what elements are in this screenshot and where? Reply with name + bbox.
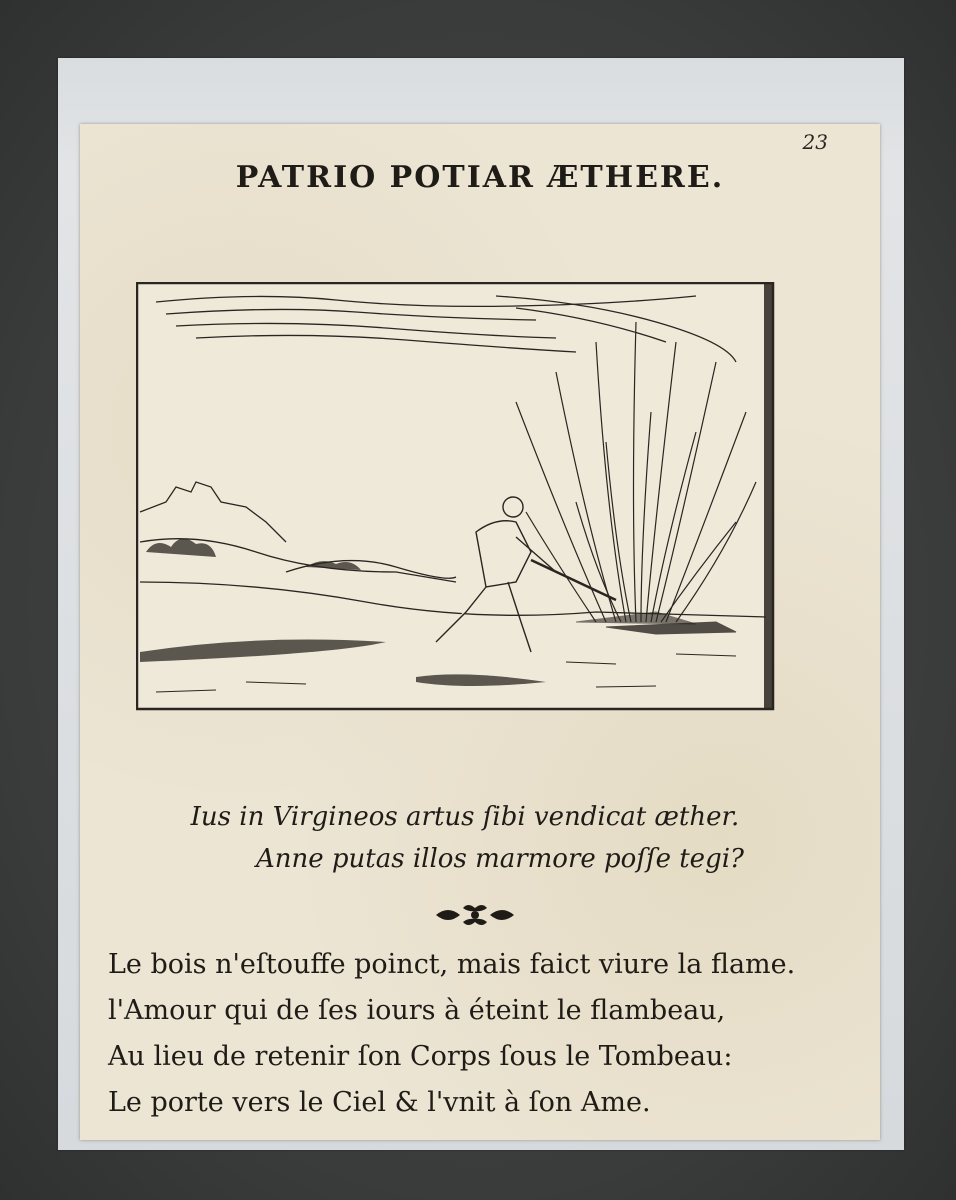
engraving-fire-scene — [136, 282, 776, 712]
french-line-2: l'Amour qui de ſes iours à éteint le flambeau, — [108, 995, 726, 1026]
engraving-illustration — [136, 282, 776, 712]
floral-fleuron-icon — [430, 900, 520, 930]
emblem-page — [80, 124, 880, 1140]
page-number: 23 — [802, 130, 828, 154]
french-line-1: Le bois n'eſtouffe poinct, mais faict viure la flame. — [108, 949, 796, 980]
french-verse — [108, 942, 868, 1126]
french-line-3: Au lieu de retenir ſon Corps ſous le Tombeau: — [108, 1041, 733, 1072]
emblem-motto-title: PATRIO POTIAR ÆTHERE. — [235, 160, 725, 195]
latin-line-2: Anne putas illos marmore poſſe tegi? — [256, 844, 744, 874]
french-line-4: Le porte vers le Ciel & l'vnit à ſon Ame. — [108, 1087, 651, 1118]
latin-line-1: Ius in Virgineos artus ſibi vendicat æther. — [190, 802, 740, 832]
latin-verse — [80, 796, 880, 880]
